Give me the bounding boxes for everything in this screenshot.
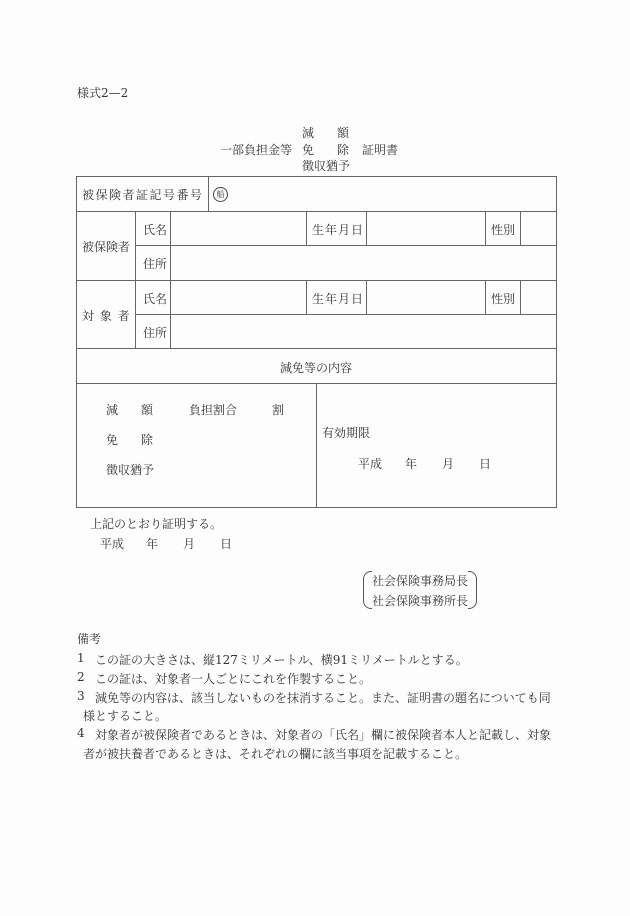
- insured-address-label: 住所: [143, 257, 168, 271]
- insured-gender-label: 性別: [491, 223, 516, 237]
- note-3-text: 減免等の内容は、該当しないものを抹消すること。また、証明書の題名についても同: [95, 691, 551, 705]
- reduction-label-1: 減: [106, 403, 119, 417]
- subject-address-label: 住所: [143, 326, 168, 340]
- insured-name-label: 氏名: [143, 223, 168, 237]
- expiry-label: 有効期限: [322, 426, 371, 440]
- bracket-left: [363, 571, 372, 609]
- note-1-text: この証の大きさは、縦127ミリメートル、横91ミリメートルとする。: [95, 653, 468, 667]
- title-prefix: 一部負担金等: [220, 143, 293, 157]
- note-4-cont: 者が被扶養者であるときは、それぞれの欄に該当事項を記載すること。: [83, 747, 468, 761]
- notes-heading: 備考: [77, 632, 102, 646]
- exemption-label-1: 免: [106, 433, 119, 447]
- title-option-deferral: 徴収猶予: [302, 159, 351, 173]
- note-3-num: 3: [77, 689, 85, 703]
- cert-date-year: 年: [146, 537, 159, 551]
- subject-gender-label: 性別: [491, 292, 516, 306]
- note-3-cont: 様とすること。: [83, 709, 168, 723]
- expiry-month: 月: [442, 457, 455, 471]
- note-4-num: 4: [77, 726, 85, 740]
- insured-gender-field[interactable]: [522, 213, 555, 244]
- cert-date-era: 平成: [100, 537, 125, 551]
- insured-address-field[interactable]: [172, 247, 555, 278]
- expiry-year: 年: [405, 457, 418, 471]
- bracket-right: [468, 571, 477, 609]
- issuer-office-chief: 社会保険事務所長: [372, 594, 469, 608]
- cert-date-day: 日: [220, 537, 233, 551]
- subject-address-field[interactable]: [172, 316, 555, 347]
- subject-birthdate-label: 生年月日: [312, 292, 365, 306]
- title-option-exemption-2: 除: [337, 143, 350, 157]
- ship-mark-icon: 船: [213, 186, 228, 202]
- content-header: 減免等の内容: [280, 361, 353, 375]
- title-option-exemption-1: 免: [302, 143, 315, 157]
- issuer-bureau-chief: 社会保険事務局長: [372, 574, 469, 588]
- deferral-label: 徴収猶予: [106, 463, 155, 477]
- certification-statement: 上記のとおり証明する。: [90, 517, 223, 531]
- subject-name-label: 氏名: [143, 292, 168, 306]
- insurance-number-label: 被保険者証記号番号: [82, 188, 204, 202]
- insured-birthdate-field[interactable]: [368, 213, 483, 244]
- insured-label: 被保険者: [82, 240, 131, 254]
- note-1-num: 1: [77, 651, 85, 665]
- expiry-era: 平成: [358, 457, 383, 471]
- reduction-label-2: 額: [141, 403, 154, 417]
- cert-date-month: 月: [183, 537, 196, 551]
- subject-birthdate-field[interactable]: [368, 282, 483, 313]
- subject-name-field[interactable]: [172, 282, 304, 313]
- insurance-number-field[interactable]: [230, 180, 550, 208]
- subject-gender-field[interactable]: [522, 282, 555, 313]
- title-option-reduction-2: 額: [337, 126, 350, 140]
- title-option-reduction-1: 減: [302, 126, 315, 140]
- note-2-text: この証は、対象者一人ごとにこれを作製すること。: [95, 672, 372, 686]
- note-2-num: 2: [77, 670, 85, 684]
- form-number: 様式2—2: [77, 86, 129, 100]
- expiry-day: 日: [479, 457, 492, 471]
- burden-ratio-label: 負担割合: [189, 403, 238, 417]
- exemption-label-2: 除: [141, 433, 154, 447]
- ratio-unit: 割: [272, 403, 285, 417]
- title-suffix: 証明書: [362, 143, 399, 157]
- insured-birthdate-label: 生年月日: [312, 223, 365, 237]
- insured-name-field[interactable]: [172, 213, 304, 244]
- note-4-text: 対象者が被保険者であるときは、対象者の「氏名」欄に被保険者本人と記載し、対象: [95, 728, 552, 742]
- subject-label: 対 象 者: [82, 309, 131, 323]
